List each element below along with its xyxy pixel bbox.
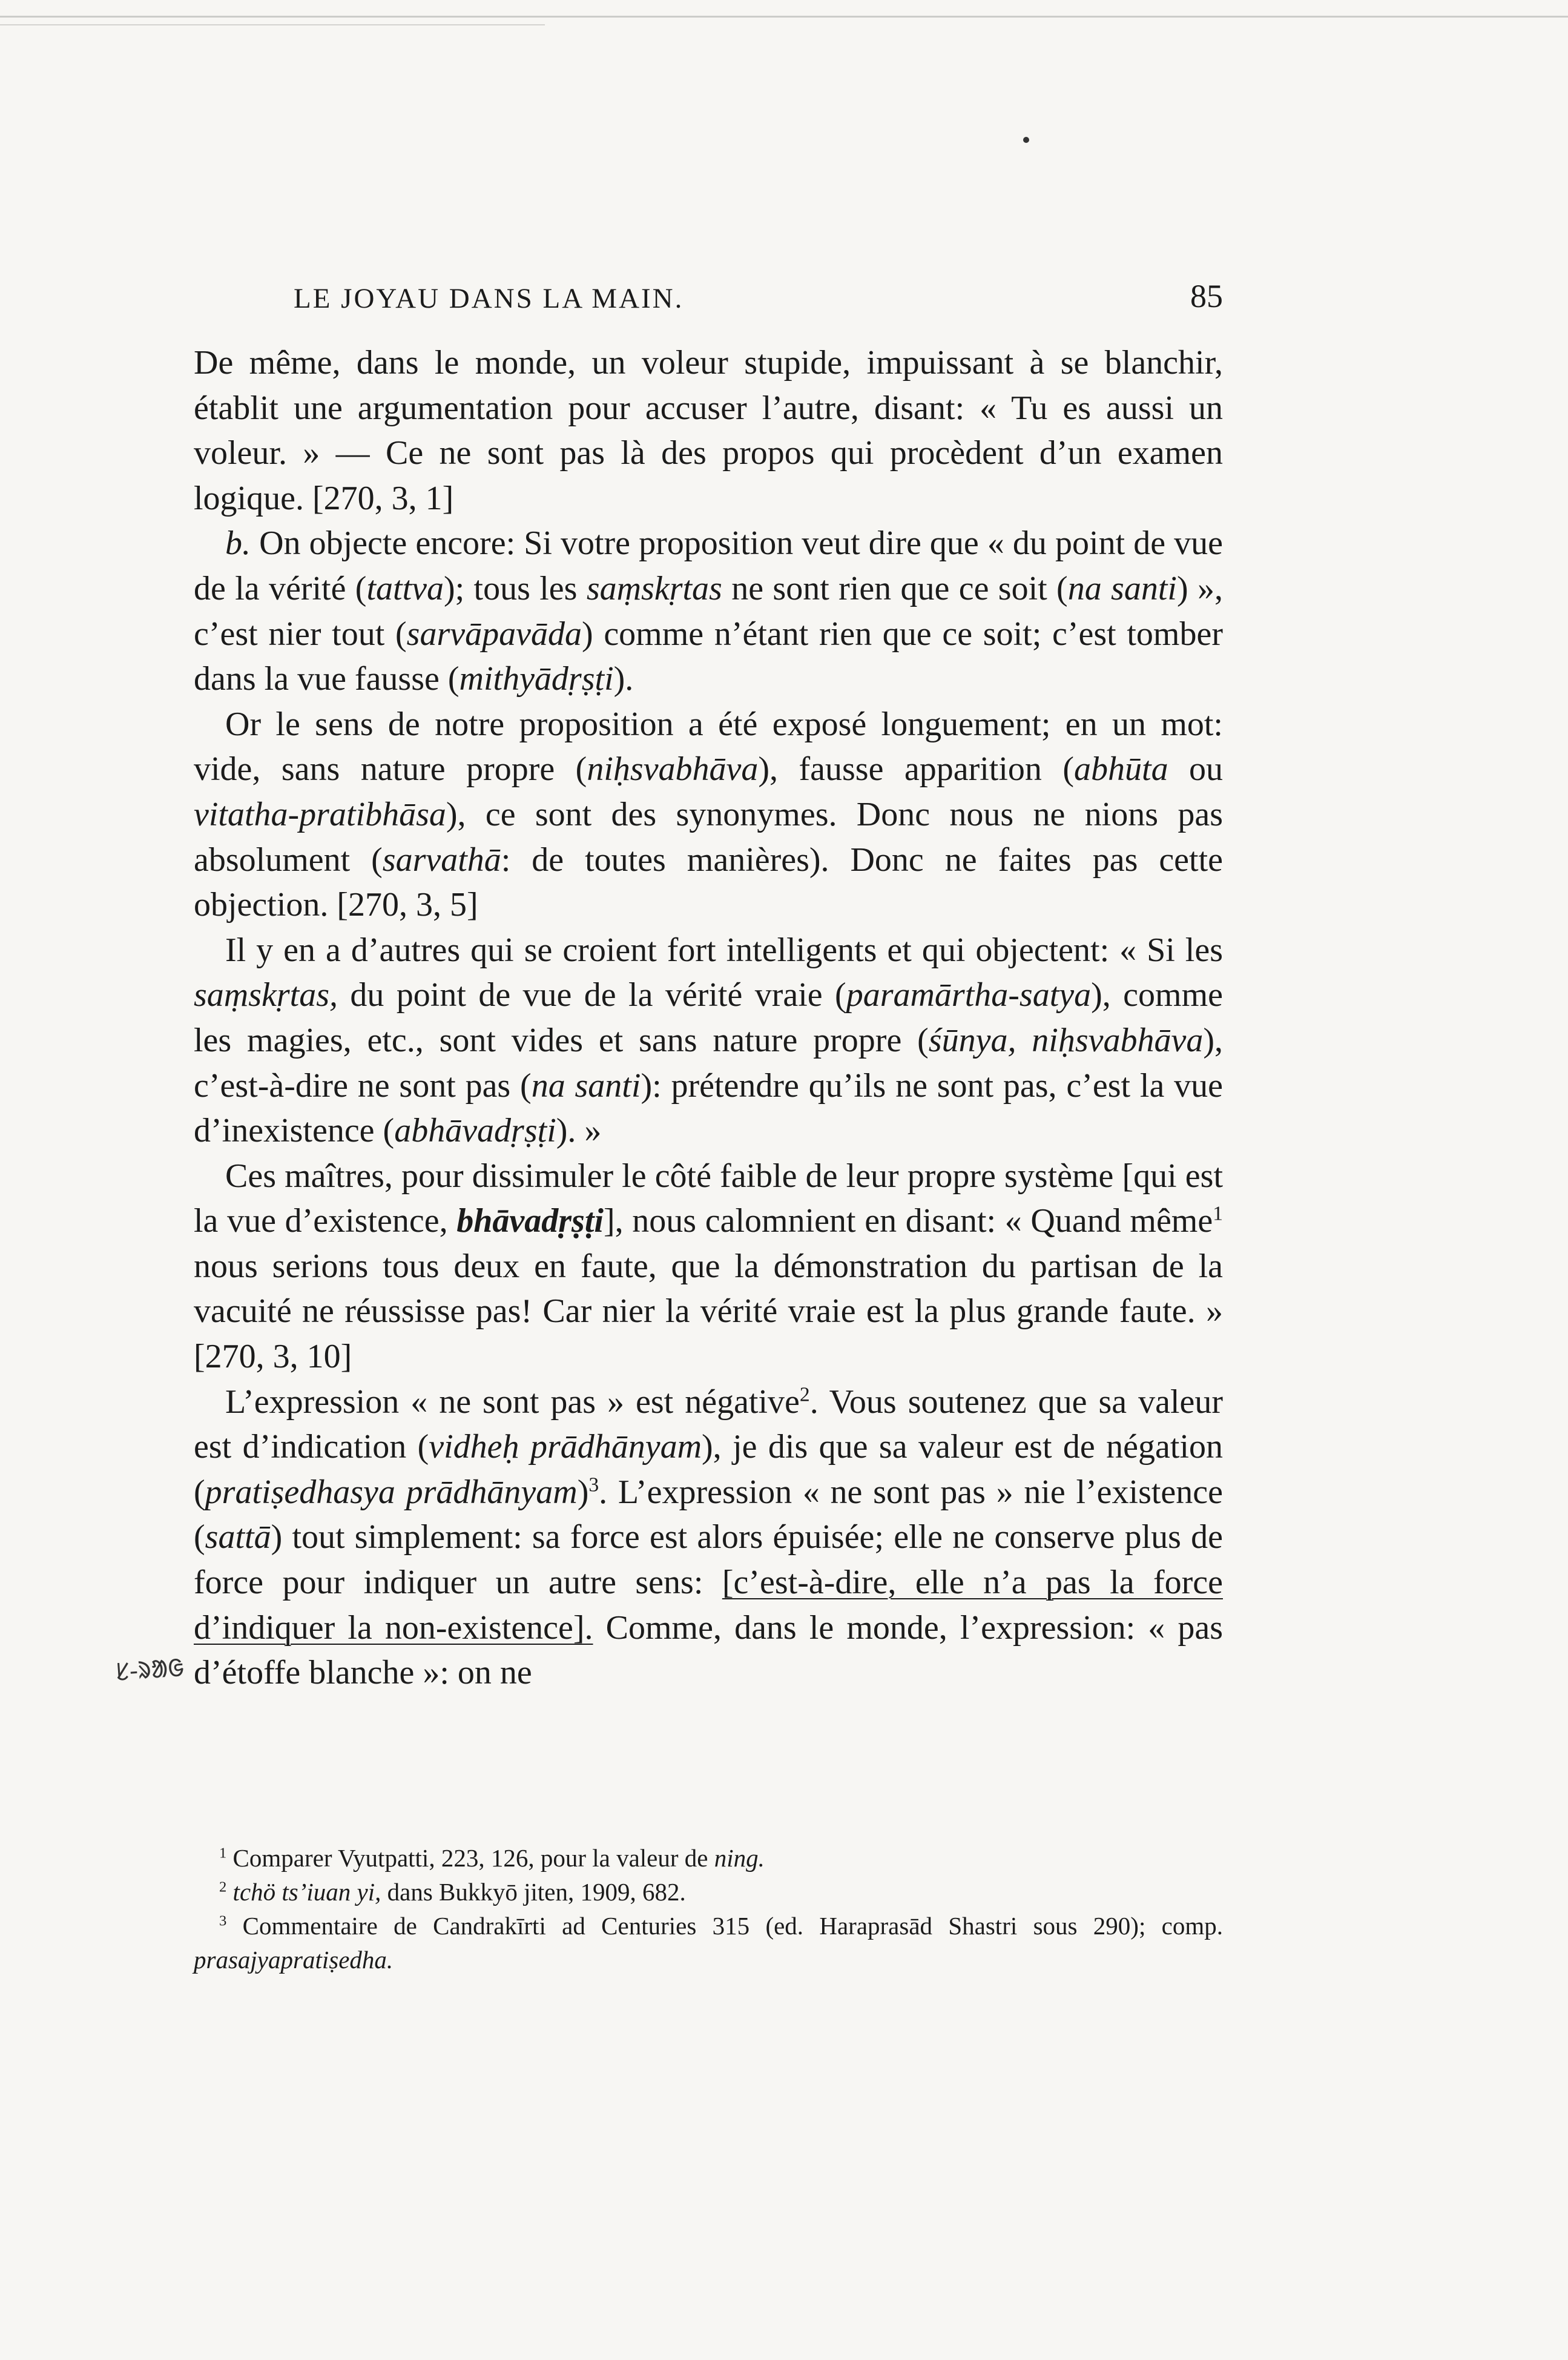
paragraph-5: Ces maîtres, pour dissimuler le côté faible de leur propre système [qui est la vue d’existence, bhāvadṛṣṭi], nous calomnient en disant: « Quand même$^1$ nous serions tous deux en faute, que la démonstration du partisan de la vacuité ne réussisse pas! Car nier la vérité vraie est la plus grande faute. » [270, 3, 10] [194,1157,1224,1376]
page-number: 85 [1190,278,1223,314]
footnotes [194,1841,1223,1977]
paragraph-4: Il y en a d’autres qui se croient fort intelligents et qui objectent: « Si les saṃskṛtas, du point de vue de la vérité vraie (paramārtha-satya), comme les magies, etc., sont vides et sans nature propre (śūnya, niḥsvabhāva), c’est-à-dire ne sont pas (na santi): prétendre qu’ils ne sont pas, c’est la vue d’inexistence (abhāvadṛṣṭi). » [194,931,1224,1150]
paragraph-2: b. On objecte encore: Si votre proposition veut dire que « du point de vue de la vérité (tattva); tous les saṃskṛtas ne sont rien que ce soit (na santi) », c’est nier tout (sarvāpavāda) comme n’étant rien que ce soit; c’est tomber dans la vue fausse (mithyādṛṣṭi). [194,524,1223,698]
main-text [194,340,1223,1696]
margin-handwriting: ᱥ-ᱨᱟᱜ [114,1654,185,1687]
page-header [194,277,1223,332]
underlined-passage: [c’est-à-dire, elle n’a pas la force d’indiquer la non-existence]. [194,1564,1223,1647]
paragraph-1: De même, dans le monde, un voleur stupide, impuissant à se blanchir, établit une argumentation pour accuser l’autre, disant: « Tu es aussi un voleur. » — Ce ne sont pas là des propos qui procèdent d’un examen logique. [270, 3, 1] [194,344,1223,517]
top-edge-line [0,16,1568,18]
running-title: LE JOYAU DANS LA MAIN. [294,283,684,314]
footnote-ref-3: 3 [588,1473,599,1496]
top-edge-line-secondary [0,24,545,25]
footnote-ref-1: 1 [1213,1202,1224,1225]
footnote-ref-2: 2 [799,1383,810,1406]
paragraph-3: Or le sens de notre proposition a été exposé longuement; en un mot: vide, sans nature propre (niḥsvabhāva), fausse apparition (abhūta ou vitatha-pratibhāsa), ce sont des synonymes. Donc nous ne nions pas absolument (sarvathā: de toutes manières). Donc ne faites pas cette objection. [270, 3, 5] [194,705,1224,924]
paragraph-6: L’expression « ne sont pas » est négative$^2$. Vous soutenez que sa valeur est d’indication (vidheḥ prādhānyam), je dis que sa valeur est de négation (pratiṣedhasya prādhānyam)$^3$. L’expression « ne sont pas » nie l’existence (sattā) tout simplement: sa force est alors épuisée; elle ne conserve plus de force pour indiquer un autre sens: [c’est-à-dire, elle n’a pas la force d’indiquer la non-existence]. Comme, dans le monde, l’expression: « pas d’étoffe blanche »: on ne [194,1383,1224,1692]
ink-speck [1023,137,1029,143]
footnote-2: $^2$ tchö ts’iuan yi, dans Bukkyō jiten, 1909, 682. [219,1878,686,1906]
footnote-3: $^3$ Commentaire de Candrakīrti ad Centuries 315 (ed. Haraprasād Shastri sous 290); comp. prasajyapratiṣedha. [194,1912,1223,1974]
footnote-1: $^1$ Comparer Vyutpatti, 223, 126, pour la valeur de ning. [219,1844,765,1872]
